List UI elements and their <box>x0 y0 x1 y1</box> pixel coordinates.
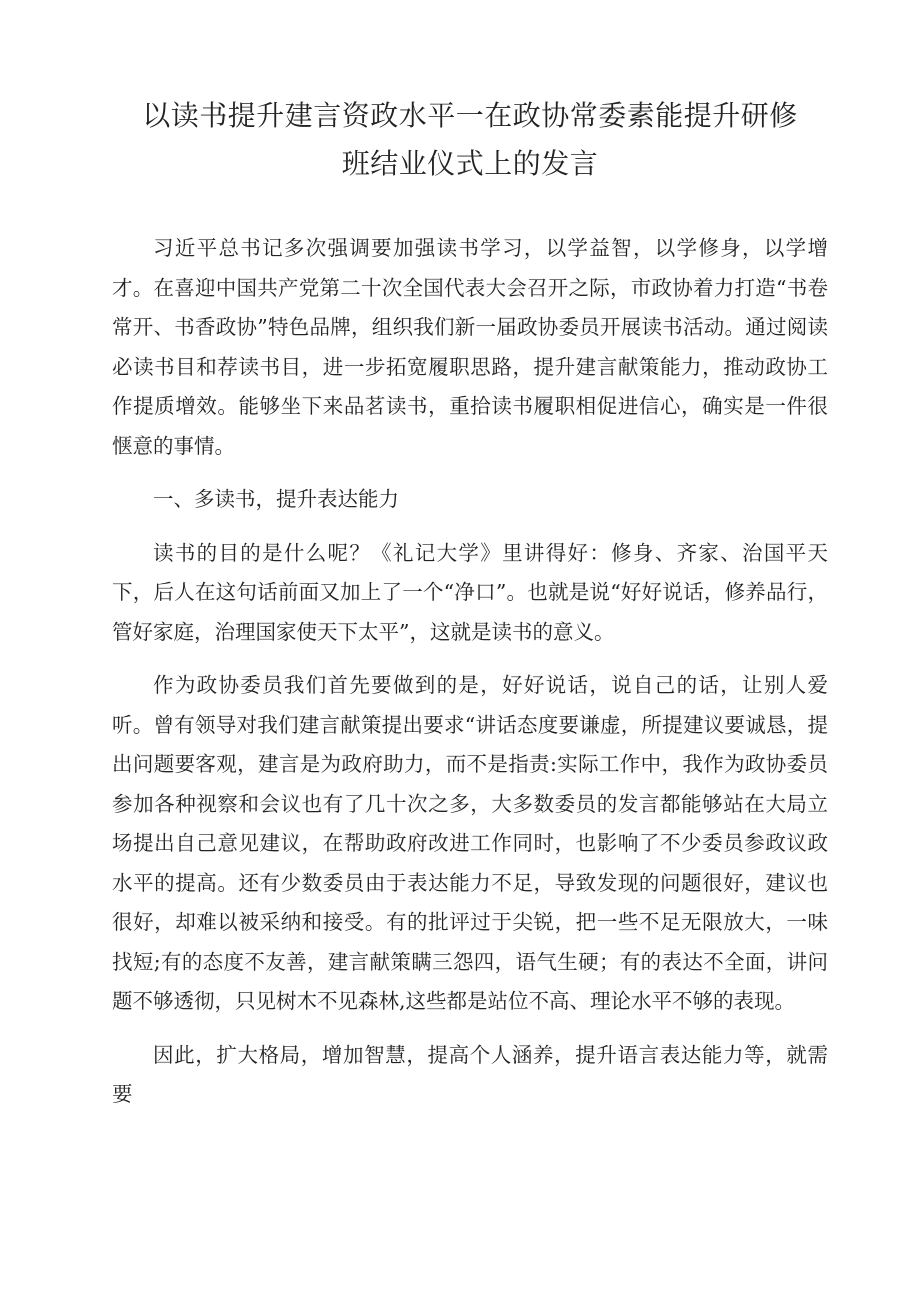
paragraph-committee-duty: 作为政协委员我们首先要做到的是，好好说话，说自己的话，让别人爱听。曾有领导对我们建言献策提出要求“讲话态度要谦虚，所提建议要诚恳，提出问题要客观，建言是为政府助力，而不是指责:实际工作中，我作为政协委员参加各种视察和会议也有了几十次之多，大多数委员的发言都能够站在大局立场提出自己意见建议，在帮助政府改进工作同时，也影响了不少委员参政议政水平的提高。还有少数委员由于表达能力不足，导致发现的问题很好，建议也很好，却难以被采纳和接受。有的批评过于尖锐，把一些不足无限放大，一味找短;有的态度不友善，建言献策瞒三怨四，语气生硬；有的表达不全面，讲问题不够透彻，只见树木不见森林,这些都是站位不高、理论水平不够的表现。 <box>112 673 828 1013</box>
paragraph-intro: 习近平总书记多次强调要加强读书学习，以学益智，以学修身，以学增才。在喜迎中国共产党第二十次全国代表大会召开之际，市政协着力打造“书卷常开、书香政协”特色品牌，组织我们新一届政协委员开展读书活动。通过阅读必读书目和荐读书目，进一步拓宽履职思路，提升建言献策能力，推动政协工作提质增效。能够坐下来品茗读书，重拾读书履职相促进信心，确实是一件很惬意的事情。 <box>112 236 828 458</box>
paragraph-conclusion-partial: 因此，扩大格局，增加智慧，提高个人涵养，提升语言表达能力等，就需要 <box>112 1042 828 1106</box>
title-line-1: 以读书提升建言资政水平一在政协常委素能提升研修 <box>142 99 798 132</box>
document-page <box>112 92 828 1129</box>
paragraph-purpose-of-reading: 读书的目的是什么呢？《礼记大学》里讲得好：修身、齐家、治国平天下，后人在这句话前面又加上了一个“净口”。也就是说“好好说话，修养品行，管好家庭，治理国家使天下太平”，这就是读书的意义。 <box>112 540 828 644</box>
title-line-2: 班结业仪式上的发言 <box>341 147 599 180</box>
document-body <box>112 229 828 1115</box>
document-title <box>112 92 828 188</box>
section-heading-1: 一、多读书，提升表达能力 <box>153 487 399 511</box>
